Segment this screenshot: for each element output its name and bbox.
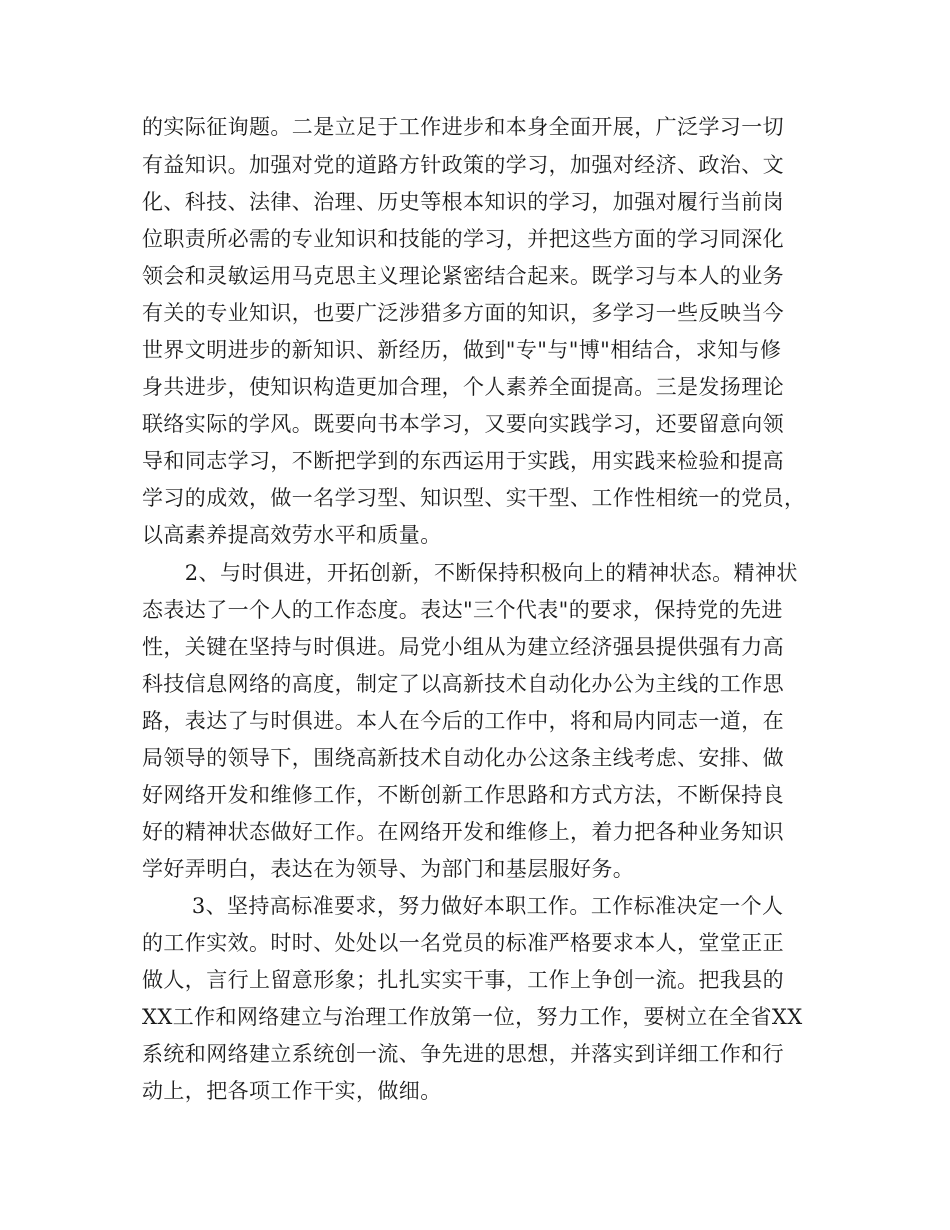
text-line: XX工作和网络建立与治理工作放第一位，努力工作，要树立在全省XX: [142, 1005, 803, 1029]
text-line: 路，表达了与时俱进。本人在今后的工作中，将和局内同志一道，在: [142, 709, 784, 733]
text-line: 有益知识。加强对党的道路方针政策的学习，加强对经济、政治、文: [142, 153, 784, 177]
text-line: 有关的专业知识，也要广泛涉猎多方面的知识，多学习一些反映当今: [142, 301, 784, 325]
text-line: 学习的成效，做一名学习型、知识型、实干型、工作性相统一的党员，: [142, 486, 806, 510]
text-line: 好网络开发和维修工作，不断创新工作思路和方式方法，不断保持良: [142, 783, 784, 807]
text-line: 性，关键在坚持与时俱进。局党小组从为建立经济强县提供强有力高: [142, 635, 784, 659]
text-line: 导和同志学习，不断把学到的东西运用于实践，用实践来检验和提高: [142, 449, 784, 473]
text-line: 身共进步，使知识构造更加合理，个人素养全面提高。三是发扬理论: [142, 375, 784, 399]
text-line: 动上，把各项工作干实，做细。: [142, 1079, 442, 1103]
text-line: 领会和灵敏运用马克思主义理论紧密结合起来。既学习与本人的业务: [142, 264, 784, 288]
text-line: 态表达了一个人的工作态度。表达"三个代表"的要求，保持党的先进: [142, 598, 783, 622]
text-line: 的实际征询题。二是立足于工作进步和本身全面开展，广泛学习一切: [142, 115, 784, 139]
text-line: 以高素养提高效劳水平和质量。: [142, 523, 442, 547]
text-line: 2、与时俱进，开拓创新，不断保持积极向上的精神状态。精神状: [142, 561, 798, 585]
text-line: 学好弄明白，表达在为领导、为部门和基层服好务。: [142, 857, 635, 881]
text-line: 科技信息网络的高度，制定了以高新技术自动化办公为主线的工作思: [142, 672, 784, 696]
text-line: 好的精神状态做好工作。在网络开发和维修上，着力把各种业务知识: [142, 820, 784, 844]
text-line: 系统和网络建立系统创一流、争先进的思想，并落实到详细工作和行: [142, 1042, 784, 1066]
text-line: 化、科技、法律、治理、历史等根本知识的学习，加强对履行当前岗: [142, 190, 784, 214]
text-line: 3、坚持高标准要求，努力做好本职工作。工作标准决定一个人: [142, 894, 784, 918]
text-line: 做人，言行上留意形象；扎扎实实干事，工作上争创一流。把我县的: [142, 968, 784, 992]
text-line: 世界文明进步的新知识、新经历，做到"专"与"博"相结合，求知与修: [142, 338, 782, 362]
text-line: 的工作实效。时时、处处以一名党员的标准严格要求本人，堂堂正正: [142, 931, 784, 955]
text-line: 位职责所必需的专业知识和技能的学习，并把这些方面的学习同深化: [142, 227, 784, 251]
text-line: 局领导的领导下，围绕高新技术自动化办公这条主线考虑、安排、做: [142, 746, 784, 770]
text-line: 联络实际的学风。既要向书本学习，又要向实践学习，还要留意向领: [142, 412, 784, 436]
